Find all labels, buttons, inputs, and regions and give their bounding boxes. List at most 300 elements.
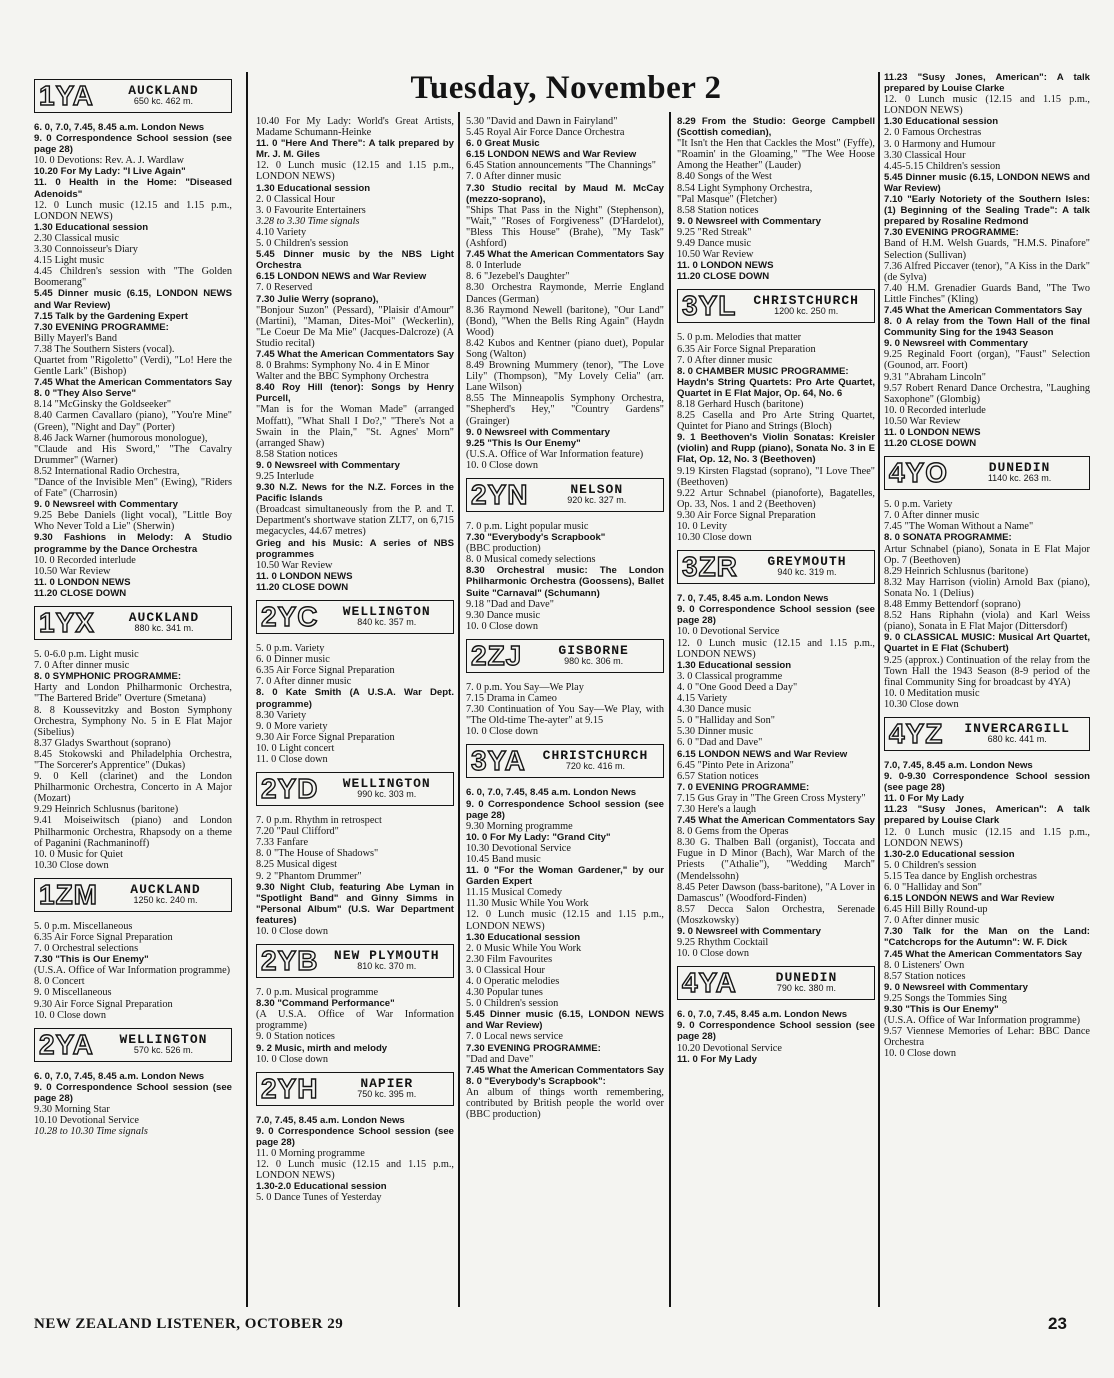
column-rule	[458, 112, 460, 1307]
programme-entry: 6.57 Station notices	[677, 770, 759, 782]
programme-entry: 10.30 Devotional Service	[466, 842, 571, 854]
programme-entry: 5.45 Royal Air Force Dance Orchestra	[466, 127, 625, 139]
station-header	[34, 878, 232, 912]
station-frequency: 570 kc. 526 m.	[133, 1044, 193, 1055]
programme-entry: 6.35 Air Force Signal Preparation	[256, 665, 395, 677]
programme-entry: 3. 0 Classical Hour	[466, 964, 545, 976]
programme-entry: (U.S.A. Office of War Information programme)	[34, 965, 231, 977]
programme-entry: 11. 0 For My Lady	[677, 1053, 757, 1065]
programme-entry: 6.15 LONDON NEWS and War Review	[884, 893, 1055, 905]
programme-entry: 9. 1 Beethoven's Violin Sonatas: Kreisler (violin) and Rupp (piano), Sonata No. 3 in E Flat, Op. 12, No. 3 (Beethoven)	[677, 432, 875, 466]
programme-entry: 3.28 to 3.30 Time signals	[256, 215, 360, 227]
programme-entry: 10. 0 Levity	[677, 521, 728, 532]
programme-entry: 10.50 War Review	[677, 249, 754, 261]
programme-entry: 10. 0 Devotional Service	[677, 626, 780, 638]
programme-entry: 7. 0 Local news service	[466, 1031, 563, 1043]
programme-entry: 9.30 Air Force Signal Preparation	[677, 509, 816, 521]
programme-entry: 11.20 CLOSE DOWN	[884, 438, 977, 450]
programme-entry: 6. 0 "Halliday and Son"	[884, 882, 982, 893]
programme-entry: 10. 0 Music for Quiet	[34, 848, 123, 860]
station-frequency: 750 kc. 395 m.	[357, 1088, 417, 1099]
programme-entry: 11.20 CLOSE DOWN	[677, 271, 770, 283]
programme-entry: 6.35 Air Force Signal Preparation	[34, 932, 173, 943]
station-callsign-logo: 2ZJ	[471, 639, 523, 671]
programme-entry: 8. 0 "The House of Shadows"	[256, 848, 379, 860]
programme-entry: 8.40 Roy Hill (tenor): Songs by Henry Purcell,	[256, 382, 454, 405]
station-header	[466, 478, 664, 512]
programme-entry: 9.30 Dance music	[466, 609, 541, 621]
programme-entry: 8.57 Station notices	[884, 970, 966, 982]
programme-entry: 12. 0 Lunch music (12.15 and 1.15 p.m., LONDON NEWS)	[466, 909, 664, 932]
programme-entry: 9. 0 Newsreel with Commentary	[34, 499, 178, 511]
programme-entry: 5. 0 p.m. Variety	[256, 643, 325, 655]
programme-entry: 3.30 Classical Hour	[884, 149, 966, 161]
programme-entry: "Man is for the Woman Made" (arranged Moffatt), "What Shall I Do?," "There's Not a Swain in the Plain," "St. Agnes' Morn" (arranged Shaw)	[256, 404, 454, 449]
station-header	[677, 966, 875, 1000]
programme-entry: 6. 0, 7.0, 7.45, 8.45 a.m. London News	[34, 122, 205, 133]
programme-entry: 4. 0 Operatic melodies	[466, 976, 560, 987]
programme-entry: 7. 0 After dinner music	[884, 510, 980, 522]
programme-entry: 7.30 Talk for the Man on the Land: "Catchcrops for the Autumn": W. F. Dick	[884, 926, 1090, 949]
programme-entry: 9.30 N.Z. News for the N.Z. Forces in the Pacific Islands	[256, 482, 454, 505]
station-frequency: 810 kc. 370 m.	[357, 961, 417, 972]
programme-entry: 7.45 What the American Commentators Say	[466, 249, 664, 261]
programme-entry: 8. 0 "Everybody's Scrapbook":	[466, 1075, 606, 1087]
programme-entry: 7. 0 After dinner music	[34, 660, 130, 672]
programme-entry: 10.45 Band music	[466, 853, 541, 865]
programme-entry: 7.45 What the American Commentators Say	[466, 1064, 664, 1076]
schedule-column-3	[466, 116, 664, 1120]
programme-entry: 10. 0 Close down	[256, 926, 329, 937]
programme-entry: 8.30 "Command Performance"	[256, 998, 395, 1010]
programme-entry: 10.50 War Review	[884, 415, 961, 427]
programme-entry: 10. 0 Meditation music	[884, 687, 980, 699]
programme-entry: 12. 0 Lunch music (12.15 and 1.15 p.m., LONDON NEWS)	[677, 637, 875, 660]
programme-entry: 3. 0 Classical programme	[677, 670, 783, 682]
station-header	[34, 79, 232, 113]
programme-entry: 8.45 Peter Dawson (bass-baritone), "A Lover in Damascus" (Woodford-Finden)	[677, 881, 875, 904]
programme-entry: Harty and London Philharmonic Orchestra, "The Bartered Bride" Overture (Smetana)	[34, 682, 232, 705]
station-header	[256, 600, 454, 634]
programme-entry: 7. 0 p.m. Light popular music	[466, 521, 589, 532]
station-callsign-logo: 2YA	[39, 1028, 94, 1060]
station-header	[256, 772, 454, 806]
programme-entry: 10.40 For My Lady: World's Great Artists, Madame Schumann-Heinke	[256, 116, 454, 139]
programme-entry: 11. 0 For My Lady	[884, 793, 964, 805]
station-name: AUCKLAND	[128, 609, 200, 625]
programme-entry: 8.29 Heinrich Schlusnus (baritone)	[884, 565, 1029, 577]
programme-entry: 9. 0 Correspondence School session (see page 28)	[34, 133, 232, 156]
schedule-column-2	[256, 116, 454, 1204]
station-frequency: 990 kc. 303 m.	[357, 789, 417, 800]
programme-entry: 4.10 Variety	[256, 226, 307, 238]
programme-entry: 9.25 Reginald Foort (organ), "Faust" Selection (Gounod, arr. Foort)	[884, 349, 1090, 372]
programme-entry: 12. 0 Lunch music (12.15 and 1.15 p.m., LONDON NEWS)	[256, 1159, 454, 1182]
programme-entry: 3.30 Connoisseur's Diary	[34, 244, 138, 256]
programme-entry: 7.0, 7.45, 8.45 a.m. London News	[256, 1114, 405, 1126]
programme-entry: 12. 0 Lunch music (12.15 and 1.15 p.m., LONDON NEWS)	[34, 199, 232, 222]
programme-entry: 9. 0 Correspondence School session (see page 28)	[34, 1081, 232, 1104]
column-rule	[246, 72, 248, 1307]
page-number: 23	[1048, 1314, 1067, 1333]
station-frequency: 880 kc. 341 m.	[134, 623, 194, 634]
programme-entry: 5.30 "David and Dawn in Fairyland"	[466, 116, 618, 127]
programme-entry: 6.45 "Pinto Pete in Arizona"	[677, 759, 794, 771]
programme-entry: 6.15 LONDON NEWS and War Review	[466, 149, 637, 161]
station-header	[466, 639, 664, 673]
programme-entry: 7.33 Fanfare	[256, 837, 309, 849]
programme-entry: 9. 0-9.30 Correspondence School session (see page 28)	[884, 771, 1090, 794]
schedule-column-5	[884, 72, 1090, 1060]
programme-entry: 8. 0 Musical comedy selections	[466, 554, 596, 566]
station-name: DUNEDIN	[988, 460, 1051, 476]
station-callsign-logo: 3ZR	[682, 551, 738, 583]
programme-entry: 1.30 Educational session	[884, 116, 999, 128]
programme-entry: 11.15 Musical Comedy	[466, 887, 563, 899]
programme-entry: 9.29 Heinrich Schlusnus (baritone)	[34, 804, 179, 816]
station-header	[677, 289, 875, 323]
programme-entry: 7.30 Julie Werry (soprano),	[256, 293, 379, 305]
programme-entry: 9.25 Interlude	[256, 471, 314, 482]
programme-entry: 9. 2 Music, mirth and melody	[256, 1042, 388, 1054]
programme-entry: 9. 0 Kell (clarinet) and the London Philharmonic Orchestra, Concerto in A Major (Mozart)	[34, 771, 232, 805]
programme-entry: 7.30 EVENING PROGRAMME:	[466, 1042, 601, 1054]
programme-entry: 9.25 Rhythm Cocktail	[677, 937, 769, 949]
programme-entry: 9.25 "This Is Our Enemy"	[466, 437, 581, 449]
programme-entry: 1.30 Educational session	[677, 659, 792, 671]
station-frequency: 1200 kc. 250 m.	[774, 306, 839, 317]
station-header	[256, 1072, 454, 1106]
station-header	[677, 550, 875, 584]
programme-entry: 8.40 Carmen Cavallaro (piano), "You're Mine" (Green), "Night and Day" (Porter)	[34, 410, 232, 433]
programme-entry: 8. 0 Kate Smith (A U.S.A. War Dept. programme)	[256, 687, 454, 710]
programme-entry: 9.57 Robert Renard Dance Orchestra, "Laughing Saxophone" (Glombig)	[884, 382, 1090, 405]
programme-entry: 8. 0 Concert	[34, 976, 85, 988]
programme-entry: 11.20 CLOSE DOWN	[256, 581, 349, 593]
station-callsign-logo: 2YC	[261, 601, 319, 633]
programme-entry: An album of things worth remembering, contributed by British people the world over (BBC production)	[466, 1086, 664, 1121]
programme-entry: 8.48 Emmy Bettendorf (soprano)	[884, 599, 1021, 611]
programme-entry: 9. 0 Newsreel with Commentary	[884, 981, 1028, 993]
programme-entry: 6.45 Station announcements "The Channings"	[466, 160, 657, 172]
programme-entry: 10.30 Close down	[34, 859, 109, 871]
programme-entry: 11. 0 LONDON NEWS	[34, 576, 131, 588]
programme-entry: 8. 0 Listeners' Own	[884, 959, 965, 971]
programme-entry: 8. 0 CHAMBER MUSIC PROGRAMME:	[677, 365, 849, 377]
programme-entry: 10. 0 Recorded interlude	[34, 554, 136, 566]
programme-entry: 11. 0 LONDON NEWS	[256, 570, 353, 582]
programme-entry: Artur Schnabel (piano), Sonata in E Flat Major Op. 7 (Beethoven)	[884, 543, 1090, 566]
programme-entry: 11. 0 Health in the Home: "Diseased Adenoids"	[34, 177, 232, 200]
programme-entry: 5.30 Dinner music	[677, 726, 754, 738]
programme-entry: 8. 0 Interlude	[466, 260, 522, 272]
programme-entry: 9. 0 Correspondence School session (see page 28)	[256, 1125, 454, 1148]
programme-entry: 10. 0 Close down	[34, 1009, 107, 1021]
programme-entry: 9. 0 Newsreel with Commentary	[677, 215, 821, 227]
programme-entry: 9.25 Bebe Daniels (light vocal), "Little Boy Who Never Told a Lie" (Sherwin)	[34, 510, 232, 533]
programme-entry: 9. 0 More variety	[256, 720, 328, 732]
programme-entry: 5. 0 Children's session	[884, 859, 977, 871]
station-frequency: 790 kc. 380 m.	[776, 983, 836, 994]
schedule-column-1	[34, 72, 232, 1137]
programme-entry: 9. 0 Miscellaneous	[34, 987, 112, 999]
programme-entry: 7.45 What the American Commentators Say	[256, 348, 454, 360]
programme-entry: 7.30 Studio recital by Maud M. McCay (mezzo-soprano),	[466, 182, 664, 205]
programme-entry: 8.14 "McGinsky the Goldseeker"	[34, 399, 172, 411]
programme-entry: 8.58 Station notices	[677, 204, 759, 216]
programme-entry: 6.35 Air Force Signal Preparation	[677, 343, 816, 355]
programme-entry: 10.30 Close down	[677, 532, 752, 544]
station-callsign-logo: 1YX	[39, 607, 95, 639]
programme-entry: 12. 0 Lunch music (12.15 and 1.15 p.m., LONDON NEWS)	[256, 160, 454, 183]
programme-entry: 5. 0 p.m. Variety	[884, 499, 953, 511]
programme-entry: 2. 0 Classical Hour	[256, 193, 335, 205]
station-name: GREYMOUTH	[767, 554, 847, 570]
programme-entry: 9.57 Viennese Memories of Lehar: BBC Dance Orchestra	[884, 1026, 1090, 1049]
programme-entry: 7. 0 Reserved	[256, 282, 313, 294]
programme-entry: 7. 0 EVENING PROGRAMME:	[677, 781, 810, 793]
programme-entry: 8. 0 SONATA PROGRAMME:	[884, 532, 1012, 544]
programme-entry: 8.30 Orchestra Raymonde, Merrie England Dances (German)	[466, 282, 664, 305]
programme-entry: 7.30 Here's a laugh	[677, 803, 757, 815]
station-name: AUCKLAND	[128, 82, 199, 98]
programme-entry: 7.30 "This is Our Enemy"	[34, 954, 149, 966]
programme-entry: "Bonjour Suzon" (Pessard), "Plaisir d'Amour" (Martini), "Maman, Dites-Moi" (Weckerlin), "Le Coeur De Ma Mie" (Jacques-Dalcroze) (A Studio recital)	[256, 304, 454, 349]
programme-entry: 8.46 Jack Warner (humorous monologue),	[34, 432, 208, 444]
programme-entry: 8.49 Browning Mummery (tenor), "The Love Lily" (Thompson), "My Lovely Celia" (arr. Lane Wilson)	[466, 360, 664, 394]
programme-entry: Band of H.M. Welsh Guards, "H.M.S. Pinafore" Selection (Sullivan)	[884, 238, 1090, 261]
programme-entry: 2.30 Classical music	[34, 232, 119, 244]
programme-entry: 4. 0 "One Good Deed a Day"	[677, 681, 798, 693]
programme-entry: 5. 0 p.m. Melodies that matter	[677, 332, 802, 344]
programme-entry: 7.45 "The Woman Without a Name"	[884, 521, 1034, 533]
station-name: NELSON	[570, 481, 624, 497]
station-callsign-logo: 4YA	[682, 967, 737, 999]
programme-entry: 9.25 Songs the Tommies Sing	[884, 992, 1007, 1004]
programme-entry: 9. 2 "Phantom Drummer"	[256, 870, 362, 882]
programme-entry: 8.30 G. Thalben Ball (organist), Toccata and Fugue in D Minor (Bach), War March of the Priests ("Athalie"), "Wedding March" (Mendelssohn)	[677, 837, 875, 882]
programme-entry: 11.20 CLOSE DOWN	[34, 587, 127, 599]
programme-entry: 7. 0 After dinner music	[884, 915, 980, 927]
programme-entry: Haydn's String Quartets: Pro Arte Quartet, Quartet in E Flat Major, Op. 64, No. 6	[677, 376, 875, 399]
programme-entry: "Pal Masque" (Fletcher)	[677, 193, 777, 205]
station-name: NEW PLYMOUTH	[333, 948, 440, 963]
programme-entry: 9.25 "Red Streak"	[677, 226, 752, 238]
programme-entry: 7.15 Drama in Cameo	[466, 693, 557, 705]
programme-entry: 7. 0 After dinner music	[466, 171, 562, 183]
station-callsign-logo: 2YN	[471, 479, 529, 510]
column-rule	[878, 72, 880, 1307]
programme-entry: 8.36 Raymond Newell (baritone), "Our Land" (Bond), "When the Bells Ring Again" (Haydn Wood)	[466, 304, 664, 338]
programme-entry: 9.30 Fashions in Melody: A Studio programme by the Dance Orchestra	[34, 532, 232, 555]
programme-entry: 9.30 Morning programme	[466, 820, 573, 832]
column-rule	[669, 112, 671, 1307]
programme-entry: 8.18 Gerhard Husch (baritone)	[677, 398, 804, 410]
programme-entry: 9. 0 Correspondence School session (see page 28)	[466, 798, 664, 821]
programme-entry: 8. 8 Koussevitzky and Boston Symphony Orchestra, Symphony No. 5 in E Flat Major (Sibelius)	[34, 704, 232, 738]
station-name: INVERCARGILL	[964, 720, 1070, 736]
programme-entry: 7.20 "Paul Clifford"	[256, 826, 339, 838]
programme-entry: "It Isn't the Hen that Cackles the Most" (Fyffe), "Roamin' in the Gloaming," "The Wee Hoose Among the Heather" (Lauder)	[677, 138, 875, 172]
station-frequency: 650 kc. 462 m.	[133, 96, 193, 106]
programme-entry: 10.30 Close down	[884, 698, 959, 710]
programme-entry: 8.57 Decca Salon Orchestra, Serenade (Moszkowsky)	[677, 903, 875, 926]
programme-entry: 11.30 Music While You Work	[466, 898, 589, 910]
programme-entry: "Claude and His Sword," "The Cavalry Drummer" (Warner)	[34, 443, 232, 466]
programme-entry: 5.45 Dinner music (6.15, LONDON NEWS and War Review)	[884, 171, 1090, 194]
programme-entry: 4.45-5.15 Children's session	[884, 160, 1001, 172]
programme-entry: 8. 6 "Jezebel's Daughter"	[466, 271, 570, 283]
programme-entry: 11. 0 LONDON NEWS	[677, 260, 774, 272]
programme-entry: Billy Mayerl's Band	[34, 332, 118, 344]
programme-entry: 8. 0 A relay from the Town Hall of the final Community Sing for the 1943 Season	[884, 316, 1090, 339]
station-callsign-logo: 2YH	[261, 1072, 319, 1104]
station-header	[466, 744, 664, 778]
programme-entry: 1.30 Educational session	[34, 221, 149, 233]
station-name: CHRISTCHURCH	[753, 293, 859, 309]
station-frequency: 940 kc. 319 m.	[777, 567, 837, 578]
programme-entry: Grieg and his Music: A series of NBS programmes	[256, 537, 454, 560]
programme-entry: 7. 0 p.m. Rhythm in retrospect	[256, 815, 382, 827]
programme-entry: 10.50 War Review	[256, 559, 333, 571]
programme-entry: 3. 0 Harmony and Humour	[884, 138, 996, 150]
programme-entry: 7.36 Alfred Piccaver (tenor), "A Kiss in the Dark" (de Sylva)	[884, 260, 1090, 283]
programme-entry: 1.30-2.0 Educational session	[884, 848, 1015, 860]
programme-entry: 9. 0 Correspondence School session (see page 28)	[677, 604, 875, 627]
programme-entry: 7. 0, 7.45, 8.45 a.m. London News	[677, 593, 829, 605]
programme-entry: 8.52 International Radio Orchestra,	[34, 465, 180, 477]
programme-entry: 12. 0 Lunch music (12.15 and 1.15 p.m., LONDON NEWS)	[884, 826, 1090, 849]
programme-entry: (BBC production)	[466, 543, 541, 555]
programme-entry: 9.30 Air Force Signal Preparation	[34, 998, 173, 1010]
programme-entry: 11. 0 Morning programme	[256, 1148, 365, 1160]
station-frequency: 920 kc. 327 m.	[567, 495, 627, 505]
programme-entry: 9.41 Moiseiwitsch (piano) and London Philharmonic Orchestra, Rhapsody on a theme of Paganini (Rachmaninoff)	[34, 815, 232, 849]
programme-entry: 9. 0 Newsreel with Commentary	[256, 459, 400, 471]
programme-entry: 6. 0, 7.0, 7.45, 8.45 a.m. London News	[466, 787, 637, 799]
station-name: CHRISTCHURCH	[542, 748, 649, 764]
schedule-column-4	[677, 116, 875, 1065]
station-callsign-logo: 3YA	[471, 745, 526, 777]
programme-entry: 2. 0 Famous Orchestras	[884, 127, 982, 139]
programme-entry: "Ships That Pass in the Night" (Stephenson), "Wait," "Roses of Forgiveness" (D'Hardelot), "Bless This House" (Brahe), "My Task" (Ashford)	[466, 204, 664, 250]
programme-entry: 10. 0 Light concert	[256, 742, 335, 754]
programme-entry: 4.45 Children's session with "The Golden Boomerang"	[34, 266, 232, 289]
programme-entry: 8.55 The Minneapolis Symphony Orchestra, "Shepherd's Hey," "Country Gardens" (Grainger)	[466, 393, 664, 427]
programme-entry: 9. 0 Station notices	[256, 1031, 335, 1043]
programme-entry: 8.52 Hans Riphahn (viola) and Karl Weiss (piano), Sonata in E Flat Major (Dittersdorf)	[884, 610, 1090, 633]
programme-entry: 6. 0, 7.0, 7.45, 8.45 a.m. London News	[34, 1070, 205, 1082]
programme-entry: 7.30 "Everybody's Scrapbook"	[466, 532, 606, 544]
programme-entry: 10.28 to 10.30 Time signals	[34, 1126, 148, 1138]
programme-entry: 10. 0 Devotions: Rev. A. J. Wardlaw	[34, 155, 184, 167]
programme-entry: 7.0, 7.45, 8.45 a.m. London News	[884, 759, 1033, 771]
programme-entry: 6. 0 Dinner music	[256, 654, 330, 666]
programme-entry: 7. 0 p.m. You Say—We Play	[466, 681, 584, 693]
programme-entry: 9.19 Kirsten Flagstad (soprano), "I Love Thee" (Beethoven)	[677, 465, 875, 488]
station-callsign-logo: 4YO	[889, 457, 949, 489]
programme-entry: 11. 0 LONDON NEWS	[884, 427, 981, 438]
programme-entry: 10.20 For My Lady: "I Live Again"	[34, 166, 186, 178]
programme-entry: 6.45 Hill Billy Round-up	[884, 904, 988, 916]
page-title: Tuesday, November 2	[410, 70, 722, 106]
programme-entry: 6. 0 Great Music	[466, 138, 540, 150]
programme-entry: 7.15 Talk by the Gardening Expert	[34, 310, 188, 322]
programme-entry: 10.50 War Review	[34, 565, 111, 577]
station-frequency: 840 kc. 357 m.	[357, 617, 417, 628]
programme-entry: 8.30 Orchestral music: The London Philharmonic Orchestra (Goossens), Ballet Suite "Carnaval" (Schumann)	[466, 565, 664, 599]
programme-entry: 1.30 Educational session	[466, 931, 581, 943]
programme-entry: 1.30 Educational session	[256, 182, 371, 194]
programme-entry: 7.30 EVENING PROGRAMME:	[884, 227, 1019, 239]
programme-entry: 9.30 "This is Our Enemy"	[884, 1004, 999, 1016]
programme-entry: 2. 0 Music While You Work	[466, 942, 582, 954]
programme-entry: 9.25 (approx.) Continuation of the relay from the Town Hall the 1943 Season (8-9 period of the final Community Sing for broadcast by 4YA)	[884, 654, 1090, 688]
station-header	[34, 1028, 232, 1062]
programme-entry: 8.42 Kubos and Kentner (piano duet), Popular Song (Walton)	[466, 337, 664, 360]
programme-entry: 5. 0 "Halliday and Son"	[677, 715, 775, 727]
programme-entry: 8.54 Light Symphony Orchestra,	[677, 182, 813, 194]
programme-entry: 7.38 The Southern Sisters (vocal).	[34, 343, 175, 355]
programme-entry: 9. 0 Newsreel with Commentary	[884, 338, 1028, 350]
publication-footer: NEW ZEALAND LISTENER, OCTOBER 29	[34, 1316, 344, 1332]
station-name: DUNEDIN	[775, 970, 838, 986]
programme-entry: 8.25 Casella and Pro Arte String Quartet, Quintet for Piano and Strings (Bloch)	[677, 410, 875, 433]
programme-entry: 9. 0 Correspondence School session (see page 28)	[677, 1020, 875, 1043]
programme-entry: 7. 0 Orchestral selections	[34, 943, 139, 955]
programme-entry: "Dad and Dave"	[466, 1053, 534, 1065]
programme-entry: 10.10 Devotional Service	[34, 1115, 139, 1127]
programme-entry: 12. 0 Lunch music (12.15 and 1.15 p.m., LONDON NEWS)	[884, 94, 1090, 117]
programme-entry: 11.23 "Susy Jones, American": A talk prepared by Louise Clarke	[884, 72, 1090, 95]
programme-entry: 7.45 What the American Commentators Say	[884, 304, 1082, 316]
programme-entry: 5. 0 Dance Tunes of Yesterday	[256, 1192, 382, 1204]
station-name: NAPIER	[360, 1075, 414, 1091]
programme-entry: 4.15 Variety	[677, 693, 728, 705]
programme-entry: (Broadcast simultaneously from the P. and T. Department's shortwave station ZLT7, on 6,715 megacycles, 44.67 metres)	[256, 504, 454, 538]
programme-entry: Quartet from "Rigoletto" (Verdi), "Lo! Here the Gentle Lark" (Bishop)	[34, 354, 232, 378]
programme-entry: 10. 0 Close down	[466, 620, 539, 632]
programme-entry: 8. 0 Brahms: Symphony No. 4 in E Minor	[256, 360, 430, 372]
programme-entry: 11.23 "Susy Jones, American": A talk prepared by Louise Clark	[884, 804, 1090, 827]
programme-entry: 6.15 LONDON NEWS and War Review	[677, 748, 848, 760]
station-callsign-logo: 2YD	[261, 773, 319, 805]
station-frequency: 720 kc. 416 m.	[565, 761, 625, 772]
programme-entry: 9. 0 Newsreel with Commentary	[677, 926, 821, 937]
programme-entry: 7.30 Continuation of You Say—We Play, with "The Old-time The-ayter" at 9.15	[466, 704, 664, 727]
programme-entry: 7. 0 After dinner music	[256, 676, 352, 688]
programme-entry: 8.58 Station notices	[256, 448, 338, 460]
programme-entry: Walter and the BBC Symphony Orchestra	[256, 371, 429, 383]
programme-entry: 9. 0 Newsreel with Commentary	[466, 426, 610, 438]
station-callsign-logo: 2YB	[261, 945, 319, 977]
programme-entry: 5.45 Dinner music (6.15, LONDON NEWS and War Review)	[466, 1009, 664, 1032]
programme-entry: 9.30 Night Club, featuring Abe Lyman in "Spotlight Band" and Ginny Simms in "Personal Album" (U.S. War Department features)	[256, 881, 454, 926]
programme-entry: 8. 0 Gems from the Operas	[677, 826, 789, 838]
programme-entry: 6. 0, 7.0, 7.45, 8.45 a.m. London News	[677, 1009, 848, 1021]
programme-entry: 4.15 Light music	[34, 255, 105, 267]
programme-entry: (U.S.A. Office of War Information programme)	[884, 1015, 1081, 1027]
station-header	[256, 944, 454, 978]
programme-entry: 10. 0 Close down	[884, 1048, 957, 1060]
station-name: AUCKLAND	[130, 881, 201, 897]
programme-entry: "Dance of the Invisible Men" (Ewing), "Riders of Fate" (Charrosin)	[34, 477, 232, 500]
station-name: GISBORNE	[558, 642, 629, 658]
programme-entry: 8.37 Gladys Swarthout (soprano)	[34, 737, 171, 749]
station-callsign-logo: 1YA	[39, 80, 94, 111]
programme-entry: 9.18 "Dad and Dave"	[466, 598, 554, 610]
programme-entry: 9.31 "Abraham Lincoln"	[884, 371, 986, 383]
